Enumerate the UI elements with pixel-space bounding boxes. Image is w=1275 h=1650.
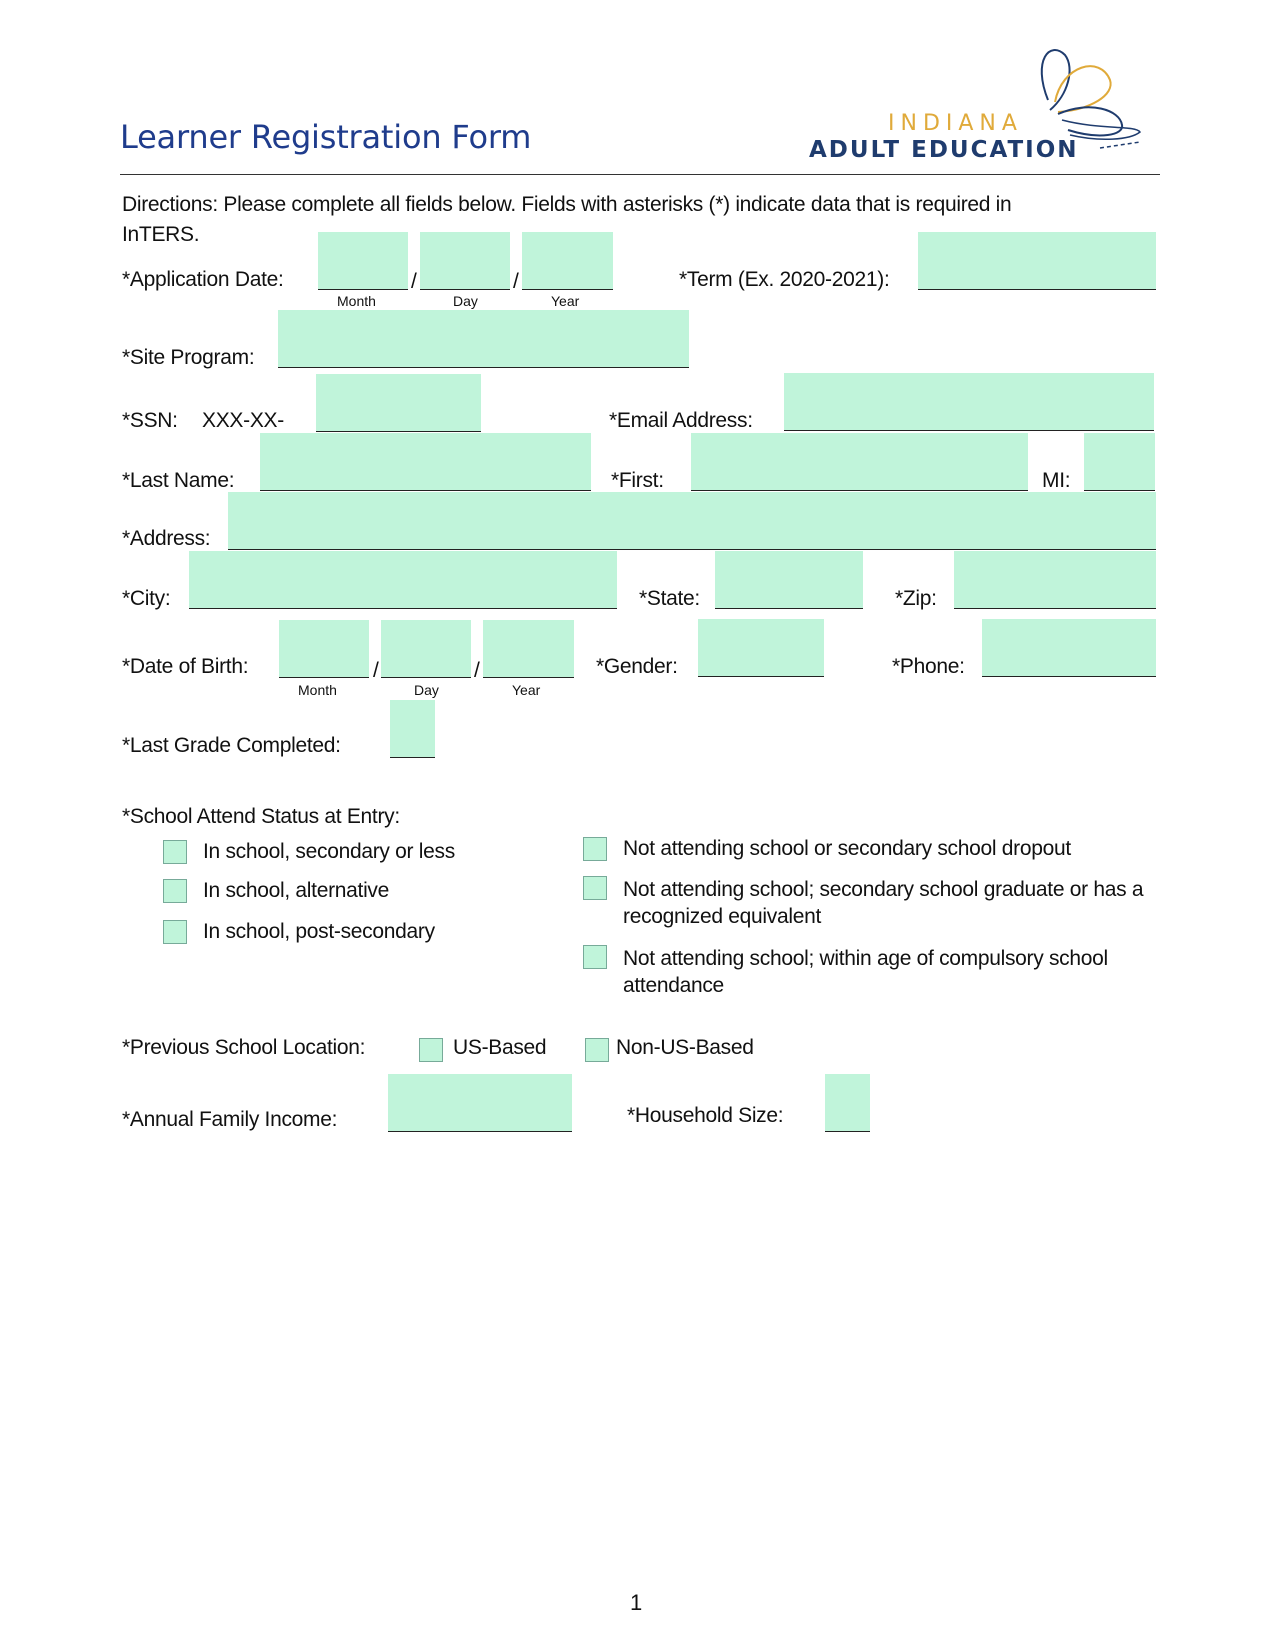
ssn-last4-field[interactable] (316, 374, 481, 432)
school-status-option: Not attending school or secondary school dropout (623, 837, 1071, 860)
first-name-label: *First: (611, 469, 664, 492)
state-field[interactable] (715, 551, 863, 609)
logo-text-indiana: INDIANA (888, 111, 1023, 136)
school-status-option: Not attending school; secondary school graduate or has a recognized equivalent (623, 878, 1144, 928)
household-size-field[interactable] (825, 1074, 870, 1132)
non-us-based-checkbox[interactable] (585, 1038, 609, 1062)
dob-label: *Date of Birth: (122, 655, 249, 678)
address-label: *Address: (122, 527, 211, 550)
middle-initial-field[interactable] (1084, 433, 1155, 491)
last-name-label: *Last Name: (122, 469, 235, 492)
directions-text: Directions: Please complete all fields below. Fields with asterisks (*) indicate data that is required in InTERS. (122, 193, 1012, 246)
zip-field[interactable] (954, 551, 1156, 609)
term-label: *Term (Ex. 2020-2021): (679, 268, 890, 291)
school-status-option: In school, post-secondary (203, 920, 435, 943)
non-us-based-label: Non-US-Based (616, 1036, 754, 1059)
income-field[interactable] (388, 1074, 572, 1132)
dob-day-field[interactable] (381, 620, 471, 678)
day-caption: Day (453, 293, 478, 309)
page-number: 1 (630, 1590, 643, 1615)
logo-text-adult-education: ADULT EDUCATION (809, 137, 1079, 163)
household-size-label: *Household Size: (627, 1104, 784, 1127)
page-title: Learner Registration Form (120, 118, 532, 156)
application-date-label: *Application Date: (122, 268, 284, 291)
phone-field[interactable] (982, 619, 1156, 677)
ssn-label: *SSN: (122, 409, 178, 432)
first-name-field[interactable] (691, 433, 1028, 491)
header-divider (120, 174, 1160, 175)
date-separator: / (474, 659, 480, 682)
site-program-label: *Site Program: (122, 346, 255, 369)
dob-month-field[interactable] (279, 620, 369, 678)
school-status-label: *School Attend Status at Entry: (122, 805, 400, 828)
ssn-prefix: XXX-XX- (202, 409, 284, 432)
previous-location-label: *Previous School Location: (122, 1036, 366, 1059)
school-status-checkbox[interactable] (583, 876, 607, 900)
date-separator: / (373, 659, 379, 682)
school-status-option: In school, secondary or less (203, 840, 455, 863)
last-grade-field[interactable] (390, 700, 435, 758)
school-status-option: Not attending school; within age of compulsory school attendance (623, 947, 1108, 997)
term-field[interactable] (918, 232, 1156, 290)
date-separator: / (411, 270, 417, 293)
year-caption: Year (512, 682, 541, 698)
last-name-field[interactable] (260, 433, 591, 491)
site-program-field[interactable] (278, 310, 689, 368)
us-based-checkbox[interactable] (419, 1038, 443, 1062)
application-month-field[interactable] (318, 232, 408, 290)
email-label: *Email Address: (609, 409, 753, 432)
school-status-checkbox[interactable] (163, 879, 187, 903)
middle-initial-label: MI: (1042, 469, 1071, 492)
school-status-checkbox[interactable] (163, 840, 187, 864)
gender-label: *Gender: (596, 655, 678, 678)
zip-label: *Zip: (895, 587, 937, 610)
date-separator: / (513, 270, 519, 293)
application-day-field[interactable] (420, 232, 510, 290)
us-based-label: US-Based (453, 1036, 547, 1059)
school-status-checkbox[interactable] (163, 920, 187, 944)
school-status-option: In school, alternative (203, 879, 390, 902)
application-year-field[interactable] (522, 232, 613, 290)
income-label: *Annual Family Income: (122, 1108, 338, 1131)
phone-label: *Phone: (892, 655, 965, 678)
last-grade-label: *Last Grade Completed: (122, 734, 341, 757)
email-field[interactable] (784, 373, 1154, 431)
state-label: *State: (639, 587, 700, 610)
year-caption: Year (551, 293, 580, 309)
school-status-checkbox[interactable] (583, 837, 607, 861)
month-caption: Month (337, 293, 376, 309)
address-field[interactable] (228, 492, 1156, 550)
city-field[interactable] (189, 551, 617, 609)
school-status-checkbox[interactable] (583, 945, 607, 969)
dob-year-field[interactable] (483, 620, 574, 678)
month-caption: Month (298, 682, 337, 698)
gender-field[interactable] (698, 619, 824, 677)
city-label: *City: (122, 587, 171, 610)
day-caption: Day (414, 682, 439, 698)
